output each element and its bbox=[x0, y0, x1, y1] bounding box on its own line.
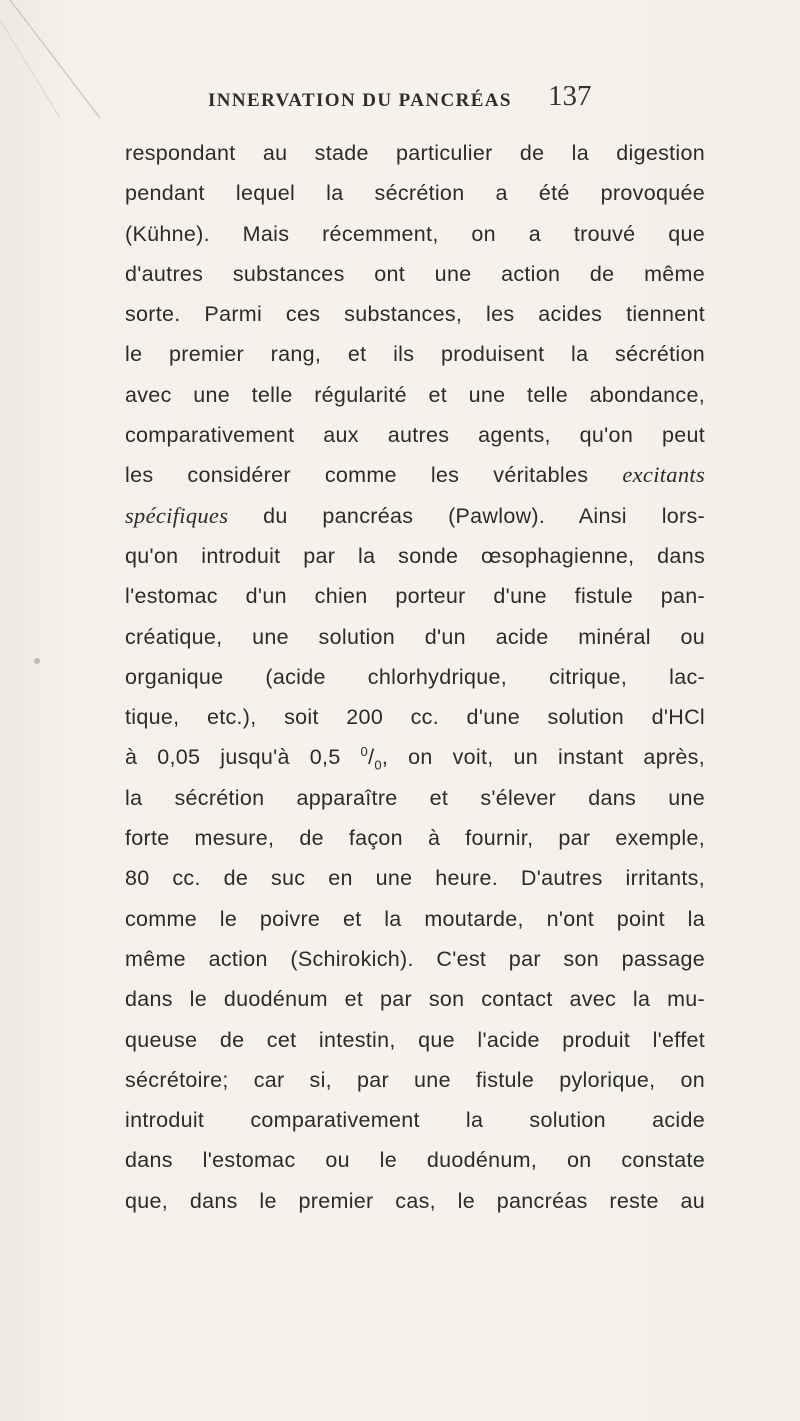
text-line bbox=[125, 697, 705, 737]
text-segment: sorte. Parmi ces substances, les acides tiennent bbox=[125, 302, 705, 327]
page-header bbox=[0, 82, 800, 118]
text-line bbox=[125, 1020, 705, 1060]
text-segment: d'autres substances ont une action de même bbox=[125, 261, 705, 286]
text-segment: introduit comparativement la solution acide bbox=[125, 1108, 705, 1133]
text-line bbox=[125, 173, 705, 213]
text-line bbox=[125, 617, 705, 657]
text-line bbox=[125, 214, 705, 254]
text-segment: les considérer comme les véritables bbox=[125, 463, 623, 488]
text-segment: à 0,05 jusqu'à 0,5 bbox=[125, 745, 361, 770]
text-line bbox=[125, 778, 705, 818]
text-segment: comme le poivre et la moutarde, n'ont point la bbox=[125, 906, 705, 931]
text-segment: respondant au stade particulier de la digestion bbox=[125, 141, 705, 165]
text-segment: dans le duodénum et par son contact avec la mu- bbox=[125, 987, 705, 1012]
text-line bbox=[125, 496, 705, 536]
text-segment: (Kühne). Mais récemment, on a trouvé que bbox=[125, 221, 705, 246]
text-segment: avec une telle régularité et une telle abondance, bbox=[125, 382, 705, 407]
text-line bbox=[125, 576, 705, 616]
text-segment: même action (Schirokich). C'est par son passage bbox=[125, 946, 705, 971]
text-line bbox=[125, 657, 705, 697]
text-line bbox=[125, 536, 705, 576]
text-segment: forte mesure, de façon à fournir, par exemple, bbox=[125, 826, 705, 851]
text-segment: , on voit, un instant après, bbox=[381, 745, 705, 770]
text-line bbox=[125, 254, 705, 294]
page-number: 137 bbox=[548, 80, 592, 112]
text-segment: / bbox=[368, 745, 375, 770]
text-line bbox=[125, 294, 705, 334]
text-line bbox=[125, 939, 705, 979]
text-segment: 0 bbox=[374, 757, 382, 773]
margin-speck bbox=[34, 658, 40, 664]
italic-term: spécifiques bbox=[125, 502, 229, 528]
text-line bbox=[125, 858, 705, 898]
text-line bbox=[125, 1140, 705, 1180]
text-segment: organique (acide chlorhydrique, citrique, lac- bbox=[125, 664, 705, 689]
text-line bbox=[125, 979, 705, 1019]
text-line bbox=[125, 455, 705, 495]
text-segment: pendant lequel la sécrétion a été provoquée bbox=[125, 181, 705, 206]
text-segment: du pancréas (Pawlow). Ainsi lors- bbox=[228, 503, 705, 528]
text-line bbox=[125, 1181, 705, 1221]
text-segment: tique, etc.), soit 200 cc. d'une solution d'HCl bbox=[125, 705, 705, 730]
text-segment: créatique, une solution d'un acide minéral ou bbox=[125, 624, 705, 649]
text-segment: sécrétoire; car si, par une fistule pylorique, on bbox=[125, 1067, 705, 1092]
text-line bbox=[125, 737, 705, 777]
body-text bbox=[125, 133, 705, 1221]
text-segment: comparativement aux autres agents, qu'on peut bbox=[125, 423, 705, 448]
text-segment: qu'on introduit par la sonde œsophagienne, dans bbox=[125, 543, 705, 568]
running-head: INNERVATION DU PANCRÉAS bbox=[208, 90, 512, 111]
text-segment: dans l'estomac ou le duodénum, on constate bbox=[125, 1148, 705, 1173]
text-segment: 80 cc. de suc en une heure. D'autres irritants, bbox=[125, 866, 705, 891]
text-segment: la sécrétion apparaître et s'élever dans une bbox=[125, 785, 705, 810]
text-line bbox=[125, 415, 705, 455]
text-segment: queuse de cet intestin, que l'acide produit l'effet bbox=[125, 1027, 705, 1052]
text-line bbox=[125, 375, 705, 415]
italic-term: excitants bbox=[622, 462, 705, 488]
text-segment: 0 bbox=[360, 744, 369, 760]
text-segment: le premier rang, et ils produisent la sécrétion bbox=[125, 342, 705, 367]
text-line bbox=[125, 1060, 705, 1100]
text-line bbox=[125, 818, 705, 858]
text-line bbox=[125, 334, 705, 374]
text-line bbox=[125, 133, 705, 173]
text-segment: l'estomac d'un chien porteur d'une fistule pan- bbox=[125, 584, 705, 609]
text-line bbox=[125, 1100, 705, 1140]
text-segment: que, dans le premier cas, le pancréas reste au bbox=[125, 1188, 705, 1213]
text-line bbox=[125, 899, 705, 939]
